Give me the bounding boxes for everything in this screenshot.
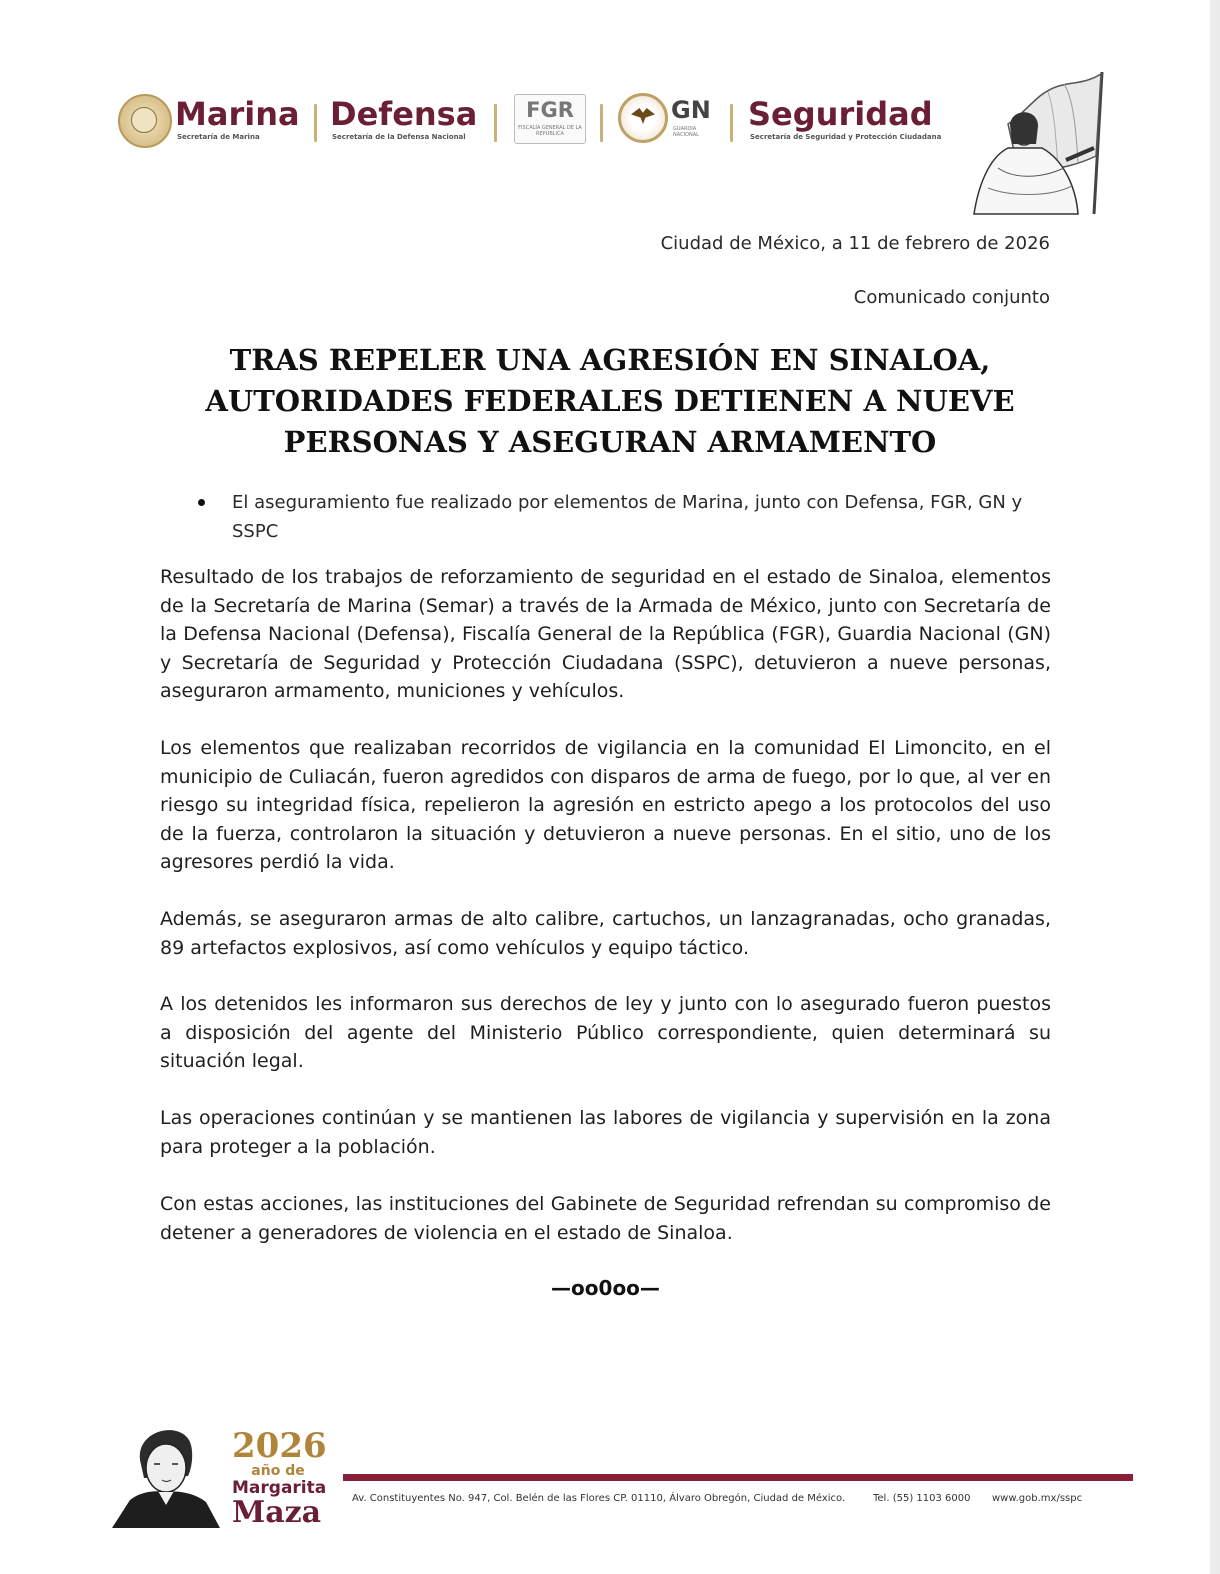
margarita-maza-portrait [110,1420,228,1528]
logo-fgr-subtitle: FISCALÍA GENERAL DE LA REPÚBLICA [518,125,582,137]
footer-website[interactable]: www.gob.mx/sspc [992,1493,1083,1504]
year-badge-line1: año de [251,1463,305,1479]
footer-address: Av. Constituyentes No. 947, Col. Belén de las Flores CP. 01110, Álvaro Obregón, Ciudad de México. [352,1493,846,1504]
footer-bar [343,1474,1133,1481]
year-badge-line2: Margarita [232,1478,327,1498]
logo-seguridad: Seguridad [748,95,933,133]
header-logos [118,88,948,158]
page-edge [1210,0,1220,1574]
body-paragraph: Resultado de los trabajos de reforzamiento de seguridad en el estado de Sinaloa, elementos de la Secretaría de Marina (Semar) a través de la Armada de México, junto con Secretaría de la Defensa Nacional (Defensa), Fiscalía General de la República (FGR), Guardia Nacional (GN) y Secretaría de Seguridad y Protección Ciudadana (SSPC), detuvieron a nueve personas, aseguraron armamento, municiones y vehículos. [160,566,1051,702]
bullet-list [196,488,1056,546]
headline-line: TRAS REPELER UNA AGRESIÓN EN SINALOA, [229,343,991,377]
body-paragraph: Las operaciones continúan y se mantienen las labores de vigilancia y supervisión en la zona para proteger a la población. [160,1107,1051,1158]
logo-separator [600,104,603,142]
body-paragraph: Con estas acciones, las instituciones del Gabinete de Seguridad refrendan su compromiso de detener a generadores de violencia en el estado de Sinaloa. [160,1193,1051,1244]
body-paragraph: Además, se aseguraron armas de alto calibre, cartuchos, un lanzagranadas, ocho granadas, 89 artefactos explosivos, así como vehículos y equipo táctico. [160,908,1051,959]
bullet-text: El aseguramiento fue realizado por elementos de Marina, junto con Defensa, FGR, GN y SSPC [232,492,1023,542]
place-date: Ciudad de México, a 11 de febrero de 2026 [660,233,1050,254]
body-paragraph: A los detenidos les informaron sus derechos de ley y junto con lo asegurado fueron puestos a disposición del agente del Ministerio Público correspondiente, quien determinará su situación legal. [160,993,1051,1072]
logo-fgr-title: FGR [526,98,574,122]
logo-marina: Marina [175,95,300,133]
body-paragraph: Los elementos que realizaban recorridos de vigilancia en la comunidad El Limoncito, en el municipio de Culiacán, fueron agredidos con disparos de arma de fuego, por lo que, al ver en riesgo su integridad física, repelieron la agresión en estricto apego a los protocolos del uso de la fuerza, controlaron la situación y detuvieron a nueve personas. En el sitio, uno de los agresores perdió la vida. [160,737,1051,873]
logo-gn: GN [671,96,711,124]
bullet-dot-icon [198,499,205,506]
marina-seal-icon [118,94,172,148]
headline-line: AUTORIDADES FEDERALES DETIENEN A NUEVE [205,384,1015,418]
footer-phone: Tel. (55) 1103 6000 [873,1493,971,1504]
closing-mark: —oo0oo— [551,1276,660,1300]
logo-defensa: Defensa [330,95,478,133]
headline-line: PERSONAS Y ASEGURAN ARMAMENTO [283,425,937,459]
headline [160,340,1060,463]
year-badge-line3: Maza [232,1495,322,1530]
year-badge [232,1426,327,1530]
bullet-item [196,488,1056,546]
logo-seguridad-subtitle: Secretaría de Seguridad y Protección Ciudadana [750,133,942,141]
gn-seal-icon [618,93,668,143]
logo-marina-subtitle: Secretaría de Marina [177,133,260,141]
flag-bearer-illustration [968,68,1108,216]
logo-separator [730,104,733,142]
logo-fgr [514,94,586,144]
year-badge-year: 2026 [232,1426,327,1466]
logo-gn-subtitle: GUARDIA NACIONAL [673,126,699,138]
logo-separator [494,104,497,142]
logo-defensa-subtitle: Secretaría de la Defensa Nacional [332,133,466,141]
document-type: Comunicado conjunto [853,287,1050,308]
logo-separator [314,104,317,142]
